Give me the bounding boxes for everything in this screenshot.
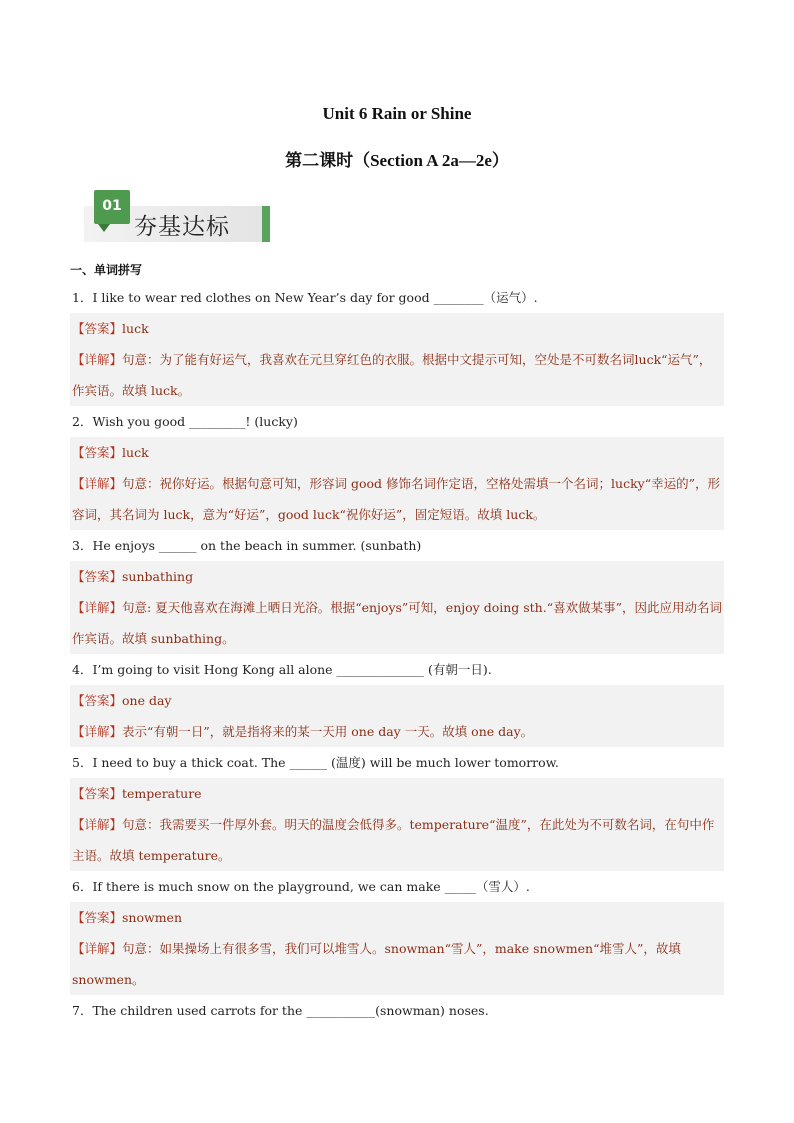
answer-block [70,778,724,871]
exercise-item [70,530,724,654]
answer-block [70,313,724,406]
question-text: 7．The children used carrots for the ___________(snowman) noses. [72,1003,489,1018]
question-text: 2．Wish you good _________! (lucky) [72,414,298,429]
explanation-text: 句意：祝你好运。根据句意可知，形容词 good 修饰名词作定语，空格处需填一个名词；lucky“幸运的”，形容词，其名词为 luck，意为“好运”，good luck“祝你好运”，固定短语。故填 luck。 [72,476,720,522]
explanation-tag: 【详解】 [72,476,123,491]
answer-text: luck [122,445,149,460]
explanation-text: 句意：我需要买一件厚外套。明天的温度会低得多。temperature“温度”，在此处为不可数名词，在句中作主语。故填 temperature。 [72,817,715,863]
answer-line [70,313,724,344]
answer-block [70,902,724,995]
question-text: 3．He enjoys ______ on the beach in summer. (sunbath) [72,538,422,553]
exercise-item [70,654,724,747]
answer-text: one day [122,693,172,708]
answer-line [70,561,724,592]
explanation-line [70,592,724,654]
document-title: Unit 6 Rain or Shine [322,104,472,123]
question-text: 4．I’m going to visit Hong Kong all alone ______________ (有朝一日). [72,662,492,677]
answer-line [70,685,724,716]
explanation-line [70,468,724,530]
section-heading: 一、单词拼写 [70,263,143,277]
answer-tag: 【答案】 [72,693,123,708]
explanation-tag: 【详解】 [72,600,123,615]
exercise-item [70,406,724,530]
explanation-line [70,933,724,995]
question-text: 1．I like to wear red clothes on New Year’s day for good ________（运气）. [72,290,538,305]
document-subtitle: 第二课时（Section A 2a—2e） [285,151,509,170]
explanation-line [70,809,724,871]
banner-label: 夯基达标 [134,214,230,240]
explanation-text: 句意：如果操场上有很多雪，我们可以堆雪人。snowman“雪人”，make snowmen“堆雪人”，故填snowmen。 [72,941,681,987]
explanation-line [70,344,724,406]
answer-text: snowmen [122,910,183,925]
section-banner [84,190,270,244]
answer-line [70,902,724,933]
answer-block [70,685,724,747]
answer-line [70,437,724,468]
explanation-text: 句意: 夏天他喜欢在海滩上晒日光浴。根据“enjoys”可知，enjoy doing sth.“喜欢做某事”，因此应用动名词作宾语。故填 sunbathing。 [72,600,722,646]
question-text: 5．I need to buy a thick coat. The ______ (温度) will be much lower tomorrow. [72,755,559,770]
banner-number-badge: 01 [94,190,130,224]
answer-block [70,437,724,530]
answer-line [70,778,724,809]
exercise-item [70,871,724,995]
exercise-item [70,282,724,406]
answer-tag: 【答案】 [72,321,123,336]
explanation-tag: 【详解】 [72,724,123,739]
explanation-text: 表示“有朝一日”，就是指将来的某一天用 one day 一天。故填 one day。 [122,724,534,739]
explanation-tag: 【详解】 [72,352,123,367]
answer-text: temperature [122,786,202,801]
banner-accent-bar [262,206,270,242]
explanation-text: 句意：为了能有好运气，我喜欢在元旦穿红色的衣服。根据中文提示可知，空处是不可数名词luck“运气”，作宾语。故填 luck。 [72,352,712,398]
answer-tag: 【答案】 [72,569,123,584]
answer-tag: 【答案】 [72,786,123,801]
question-text: 6．If there is much snow on the playground, we can make _____（雪人）. [72,879,530,894]
explanation-line [70,716,724,747]
answer-text: sunbathing [122,569,194,584]
exercise-item [70,747,724,871]
answer-tag: 【答案】 [72,445,123,460]
explanation-tag: 【详解】 [72,941,123,956]
explanation-tag: 【详解】 [72,817,123,832]
answer-tag: 【答案】 [72,910,123,925]
answer-block [70,561,724,654]
exercise-content [70,258,724,1026]
answer-text: luck [122,321,149,336]
